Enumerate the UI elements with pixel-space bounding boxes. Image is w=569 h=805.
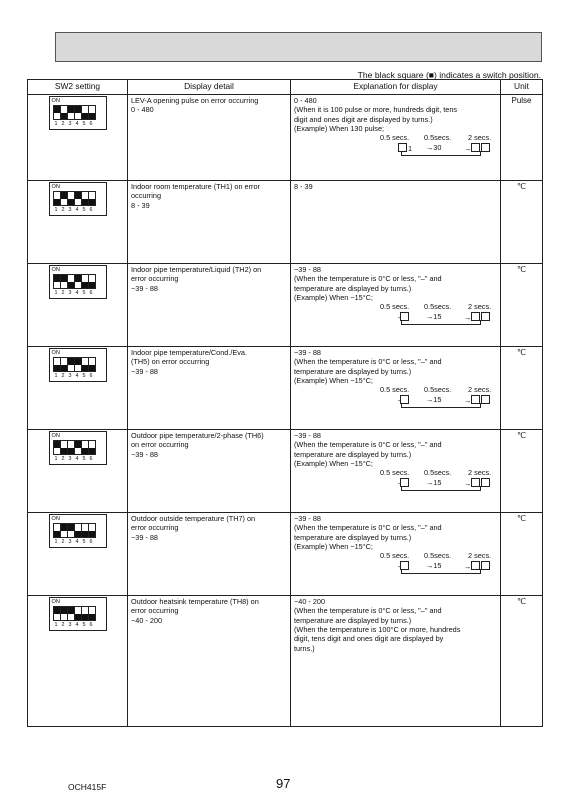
sequence-time: 2 secs. <box>468 385 492 395</box>
detail-line: (TH5) on error occurring <box>131 357 210 367</box>
display-detail-cell <box>128 596 291 727</box>
sequence-time: 2 secs. <box>468 468 492 478</box>
dip-number: 6 <box>89 456 93 463</box>
sequence-time: 0.5secs. <box>424 302 452 312</box>
explanation-line: digit and ones digit are displayed by turns.) <box>294 114 433 124</box>
dip-switch-6 <box>88 440 96 455</box>
dip-number: 4 <box>75 539 79 546</box>
dip-number: 2 <box>61 290 65 297</box>
display-detail-cell <box>128 347 291 430</box>
display-detail-cell <box>128 95 291 181</box>
explanation-line: (Example) When 130 pulse; <box>294 123 385 133</box>
table-header-row <box>28 80 543 95</box>
digit-box <box>481 395 490 404</box>
dip-on-label: ON <box>51 350 60 356</box>
dip-number: 2 <box>61 622 65 629</box>
repeat-loop-line <box>401 486 481 491</box>
sequence-value: → <box>464 313 472 323</box>
dip-switch-diagram <box>49 348 107 382</box>
digit-box <box>481 478 490 487</box>
display-detail-cell <box>128 181 291 264</box>
detail-line: 8 - 39 <box>131 200 150 210</box>
sw2-setting-cell <box>28 264 128 347</box>
page-number: 97 <box>276 776 291 791</box>
dip-switch-numbers <box>53 456 95 463</box>
detail-line: 0 - 480 <box>131 105 154 115</box>
explanation-cell <box>291 95 501 181</box>
dip-number: 5 <box>82 622 86 629</box>
explanation-line: 0 - 480 <box>294 96 317 105</box>
dip-number: 1 <box>54 290 58 297</box>
dip-switch-6 <box>88 357 96 372</box>
dip-switch-numbers <box>53 622 95 629</box>
unit-cell: ℃ <box>501 513 543 596</box>
explanation-line: temperature are displayed by turns.) <box>294 449 412 459</box>
explanation-line: −39 - 88 <box>294 431 321 440</box>
digit-box <box>481 143 490 152</box>
explanation-line: −39 - 88 <box>294 348 321 357</box>
sequence-value: →15 <box>426 561 442 571</box>
dip-number: 2 <box>61 207 65 214</box>
dip-number: 6 <box>89 622 93 629</box>
header-explanation: Explanation for display <box>291 80 501 95</box>
sequence-value: → <box>464 562 472 572</box>
dip-switch-diagram <box>49 597 107 631</box>
explanation-cell <box>291 347 501 430</box>
sequence-time: 0.5secs. <box>424 385 452 395</box>
dip-number: 3 <box>68 121 72 128</box>
dip-number: 6 <box>89 290 93 297</box>
detail-line: error occurring <box>131 523 179 533</box>
unit-cell: Pulse <box>501 95 543 181</box>
dip-number: 6 <box>89 207 93 214</box>
detail-line: LEV-A opening pulse on error occurring <box>131 96 259 105</box>
dip-switch-numbers <box>53 373 95 380</box>
dip-switch-numbers <box>53 539 95 546</box>
dip-number: 1 <box>54 207 58 214</box>
detail-line: −39 - 88 <box>131 449 158 459</box>
unit-cell: ℃ <box>501 264 543 347</box>
dip-switch-row <box>53 105 95 120</box>
dip-on-label: ON <box>51 599 60 605</box>
sequence-value: → <box>464 396 472 406</box>
dip-number: 2 <box>61 373 65 380</box>
digit-box <box>481 561 490 570</box>
repeat-loop-line <box>401 403 481 408</box>
dip-on-label: ON <box>51 98 60 104</box>
display-sequence <box>294 551 497 575</box>
detail-line: −39 - 88 <box>131 366 158 376</box>
explanation-line: (Example) When −15°C; <box>294 541 373 551</box>
document-code: OCH415F <box>68 782 107 792</box>
detail-line: −39 - 88 <box>131 532 158 542</box>
unit-cell: ℃ <box>501 181 543 264</box>
dip-on-label: ON <box>51 184 60 190</box>
header-unit: Unit <box>501 80 543 95</box>
dip-number: 2 <box>61 456 65 463</box>
switch-knob <box>89 113 95 120</box>
repeat-loop-line <box>401 569 481 574</box>
sequence-time: 2 secs. <box>468 133 492 143</box>
sequence-value: 1 <box>408 144 413 154</box>
table-row <box>28 347 543 430</box>
detail-line: error occurring <box>131 274 179 284</box>
explanation-cell <box>291 513 501 596</box>
sequence-time: 0.5secs. <box>424 551 452 561</box>
header-sw2-setting: SW2 setting <box>28 80 128 95</box>
sw2-setting-cell <box>28 95 128 181</box>
dip-number: 6 <box>89 121 93 128</box>
sequence-time: 2 secs. <box>468 551 492 561</box>
explanation-line: temperature are displayed by turns.) <box>294 615 412 625</box>
explanation-line: (When the temperature is 0°C or less, "–" and <box>294 606 442 616</box>
detail-line: Indoor pipe temperature/Cond./Eva. <box>131 348 248 357</box>
explanation-line: (When the temperature is 0°C or less, "–" and <box>294 357 442 367</box>
dip-switch-diagram <box>49 265 107 299</box>
dip-number: 3 <box>68 622 72 629</box>
switch-knob <box>89 531 95 538</box>
table-row <box>28 181 543 264</box>
header-display-detail: Display detail <box>128 80 291 95</box>
dip-number: 4 <box>75 290 79 297</box>
explanation-line: −39 - 88 <box>294 514 321 523</box>
explanation-line: (When the temperature is 0°C or less, "–" and <box>294 523 442 533</box>
detail-line: Indoor pipe temperature/Liquid (TH2) on <box>131 265 262 274</box>
explanation-line: (When the temperature is 0°C or less, "–" and <box>294 440 442 450</box>
dip-switch-row <box>53 274 95 289</box>
explanation-line: −39 - 88 <box>294 265 321 274</box>
explanation-line: (Example) When −15°C; <box>294 458 373 468</box>
detail-line: Outdoor heatsink temperature (TH8) on <box>131 597 259 606</box>
switch-knob <box>89 614 95 621</box>
dip-switch-diagram <box>49 96 107 130</box>
repeat-loop-line <box>401 320 481 325</box>
explanation-cell <box>291 430 501 513</box>
switch-knob <box>89 282 95 289</box>
detail-line: on error occurring <box>131 440 189 450</box>
dip-number: 5 <box>82 539 86 546</box>
dip-number: 2 <box>61 539 65 546</box>
dip-number: 5 <box>82 290 86 297</box>
dip-on-label: ON <box>51 433 60 439</box>
sequence-time: 0.5secs. <box>424 133 452 143</box>
dip-number: 3 <box>68 456 72 463</box>
sequence-value: →15 <box>426 478 442 488</box>
dip-number: 5 <box>82 207 86 214</box>
dip-switch-row <box>53 523 95 538</box>
dip-switch-6 <box>88 105 96 120</box>
table-row <box>28 596 543 727</box>
dip-number: 4 <box>75 622 79 629</box>
detail-line: Outdoor pipe temperature/2-phase (TH6) <box>131 431 264 440</box>
switch-knob <box>89 365 95 372</box>
display-sequence <box>294 468 497 492</box>
dip-switch-numbers <box>53 121 95 128</box>
detail-line: Indoor room temperature (TH1) on error <box>131 182 260 191</box>
table-row <box>28 430 543 513</box>
display-sequence <box>294 385 497 409</box>
explanation-line: (When the temperature is 100°C or more, hundreds <box>294 624 461 634</box>
dip-number: 5 <box>82 456 86 463</box>
detail-line: −40 - 200 <box>131 615 163 625</box>
sequence-time: 0.5 secs. <box>380 302 410 312</box>
explanation-line: temperature are displayed by turns.) <box>294 532 412 542</box>
dip-number: 3 <box>68 207 72 214</box>
dip-switch-row <box>53 440 95 455</box>
detail-line: error occurring <box>131 606 179 616</box>
dip-number: 4 <box>75 207 79 214</box>
dip-number: 4 <box>75 121 79 128</box>
explanation-line: (When it is 100 pulse or more, hundreds digit, tens <box>294 105 458 115</box>
dip-number: 4 <box>75 456 79 463</box>
display-detail-cell <box>128 264 291 347</box>
dip-on-label: ON <box>51 267 60 273</box>
dip-number: 3 <box>68 373 72 380</box>
dip-switch-row <box>53 357 95 372</box>
dip-number: 3 <box>68 539 72 546</box>
detail-line: Outdoor outside temperature (TH7) on <box>131 514 256 523</box>
switch-knob <box>89 448 95 455</box>
sw2-setting-cell <box>28 513 128 596</box>
explanation-line: temperature are displayed by turns.) <box>294 283 412 293</box>
explanation-line: −40 - 200 <box>294 597 326 606</box>
sequence-value: - <box>398 313 401 323</box>
dip-switch-diagram <box>49 514 107 548</box>
explanation-line: turns.) <box>294 643 315 653</box>
digit-box <box>481 312 490 321</box>
explanation-line: (Example) When −15°C; <box>294 292 373 302</box>
sequence-time: 0.5 secs. <box>380 551 410 561</box>
sequence-value: →15 <box>426 395 442 405</box>
table-row <box>28 264 543 347</box>
sequence-value: → <box>464 479 472 489</box>
section-header-band <box>55 32 542 62</box>
dip-switch-row <box>53 191 95 206</box>
dip-number: 1 <box>54 622 58 629</box>
dip-number: 3 <box>68 290 72 297</box>
dip-number: 5 <box>82 373 86 380</box>
dip-number: 1 <box>54 373 58 380</box>
sequence-time: 2 secs. <box>468 302 492 312</box>
explanation-line: (When the temperature is 0°C or less, "–" and <box>294 274 442 284</box>
sequence-value: →30 <box>426 143 442 153</box>
sequence-value: → <box>464 144 472 154</box>
sequence-value: - <box>398 396 401 406</box>
dip-number: 6 <box>89 373 93 380</box>
sequence-time: 0.5secs. <box>424 468 452 478</box>
explanation-cell <box>291 264 501 347</box>
sw2-setting-cell <box>28 181 128 264</box>
dip-on-label: ON <box>51 516 60 522</box>
dip-switch-numbers <box>53 290 95 297</box>
switch-knob <box>89 199 95 206</box>
sequence-time: 0.5 secs. <box>380 385 410 395</box>
explanation-cell <box>291 181 501 264</box>
sw2-setting-cell <box>28 430 128 513</box>
display-sequence <box>294 302 497 326</box>
dip-switch-diagram <box>49 431 107 465</box>
unit-cell: ℃ <box>501 430 543 513</box>
display-detail-cell <box>128 430 291 513</box>
unit-cell: ℃ <box>501 596 543 727</box>
switch-position-note: The black square (■) indicates a switch position. <box>357 70 541 80</box>
dip-switch-6 <box>88 191 96 206</box>
unit-cell: ℃ <box>501 347 543 430</box>
sequence-time: 0.5 secs. <box>380 133 410 143</box>
display-sequence <box>294 133 497 157</box>
detail-line: −39 - 88 <box>131 283 158 293</box>
explanation-line: temperature are displayed by turns.) <box>294 366 412 376</box>
dip-number: 1 <box>54 121 58 128</box>
explanation-line: (Example) When −15°C; <box>294 375 373 385</box>
explanation-line: 8 - 39 <box>294 182 313 191</box>
repeat-loop-line <box>401 151 481 156</box>
dip-number: 2 <box>61 121 65 128</box>
sw2-setting-cell <box>28 596 128 727</box>
dip-switch-6 <box>88 606 96 621</box>
sequence-value: - <box>398 562 401 572</box>
explanation-line: digit, tens digit and ones digit are displayed by <box>294 634 444 644</box>
dip-number: 5 <box>82 121 86 128</box>
dip-switch-6 <box>88 523 96 538</box>
display-detail-cell <box>128 513 291 596</box>
dip-switch-numbers <box>53 207 95 214</box>
dip-switch-diagram <box>49 182 107 216</box>
explanation-cell <box>291 596 501 727</box>
sequence-value: →15 <box>426 312 442 322</box>
dip-switch-6 <box>88 274 96 289</box>
dip-number: 4 <box>75 373 79 380</box>
dip-number: 1 <box>54 539 58 546</box>
dip-number: 1 <box>54 456 58 463</box>
dip-number: 6 <box>89 539 93 546</box>
sw2-setting-cell <box>28 347 128 430</box>
detail-line: occurring <box>131 191 162 201</box>
table-row <box>28 513 543 596</box>
dip-switch-row <box>53 606 95 621</box>
table-row <box>28 95 543 181</box>
sequence-time: 0.5 secs. <box>380 468 410 478</box>
sequence-value: - <box>398 479 401 489</box>
sw2-display-table <box>27 79 543 727</box>
